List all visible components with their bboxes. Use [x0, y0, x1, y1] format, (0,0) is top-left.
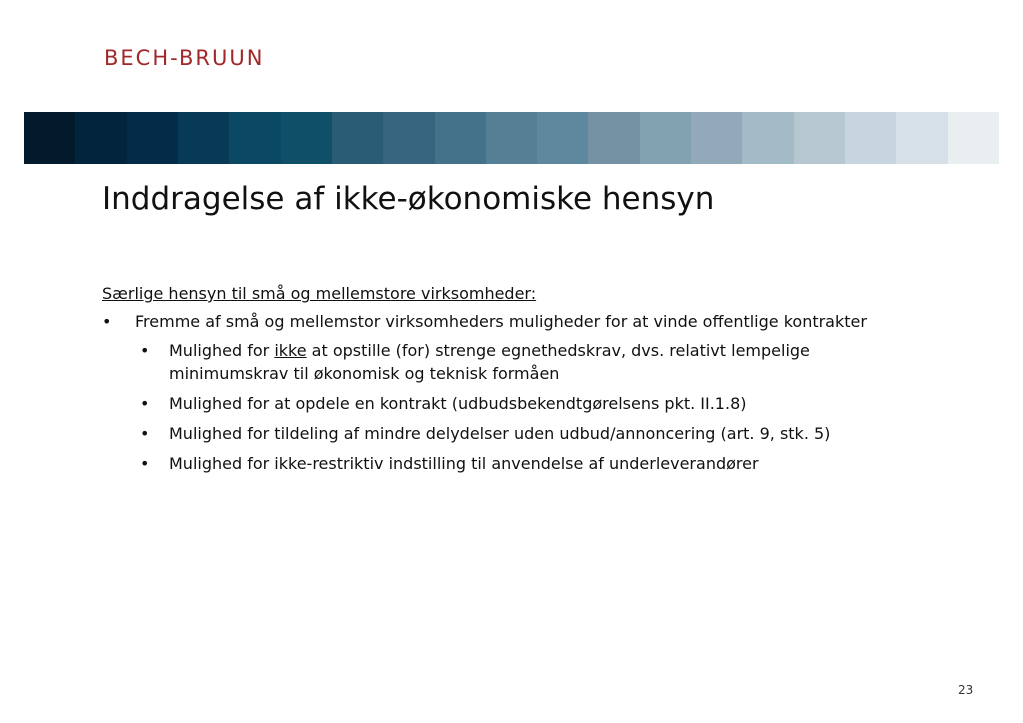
band-swatch [332, 112, 383, 164]
band-swatch [742, 112, 793, 164]
band-swatch [845, 112, 896, 164]
band-swatch [24, 112, 75, 164]
band-swatch [229, 112, 280, 164]
band-swatch [178, 112, 229, 164]
band-swatch [486, 112, 537, 164]
band-swatch [948, 112, 999, 164]
band-swatch [794, 112, 845, 164]
bullet-text: Fremme af små og mellemstor virksomheders muligheder for at vinde offentlige kontrakter [135, 312, 867, 331]
band-swatch [691, 112, 742, 164]
band-swatch [588, 112, 639, 164]
band-swatch [435, 112, 486, 164]
band-swatch [896, 112, 947, 164]
sub-bullet-text: Mulighed for at opdele en kontrakt (udbudsbekendtgørelsens pkt. II.1.8) [169, 394, 747, 413]
company-logo: BECH-BRUUN [104, 46, 265, 70]
section-subheading: Særlige hensyn til små og mellemstore virksomheder: [102, 284, 537, 303]
sub-bullet-list [135, 339, 932, 475]
list-item [135, 422, 932, 445]
sub-bullet-text-prefix: Mulighed for [169, 341, 275, 360]
page-number: 23 [958, 683, 974, 697]
slide-content [102, 282, 932, 482]
list-item [135, 452, 932, 475]
band-swatch [383, 112, 434, 164]
color-gradient-band [24, 112, 999, 164]
band-swatch [537, 112, 588, 164]
emphasis-underlined: ikke [274, 341, 307, 360]
sub-bullet-text-suffix: at opstille (for) strenge egnethedskrav, dvs. relativt lempelige minimumskrav til økonomisk og teknisk formåen [169, 341, 810, 383]
bullet-list [102, 310, 932, 475]
band-swatch [75, 112, 126, 164]
band-swatch [281, 112, 332, 164]
sub-bullet-text: Mulighed for ikke-restriktiv indstilling til anvendelse af underleverandører [169, 454, 759, 473]
list-item [135, 339, 932, 385]
slide-title: Inddragelse af ikke-økonomiske hensyn [102, 181, 715, 217]
band-swatch [127, 112, 178, 164]
sub-bullet-text: Mulighed for tildeling af mindre delydelser uden udbud/annoncering (art. 9, stk. 5) [169, 424, 831, 443]
band-swatch [640, 112, 691, 164]
list-item [135, 392, 932, 415]
list-item [102, 310, 932, 475]
